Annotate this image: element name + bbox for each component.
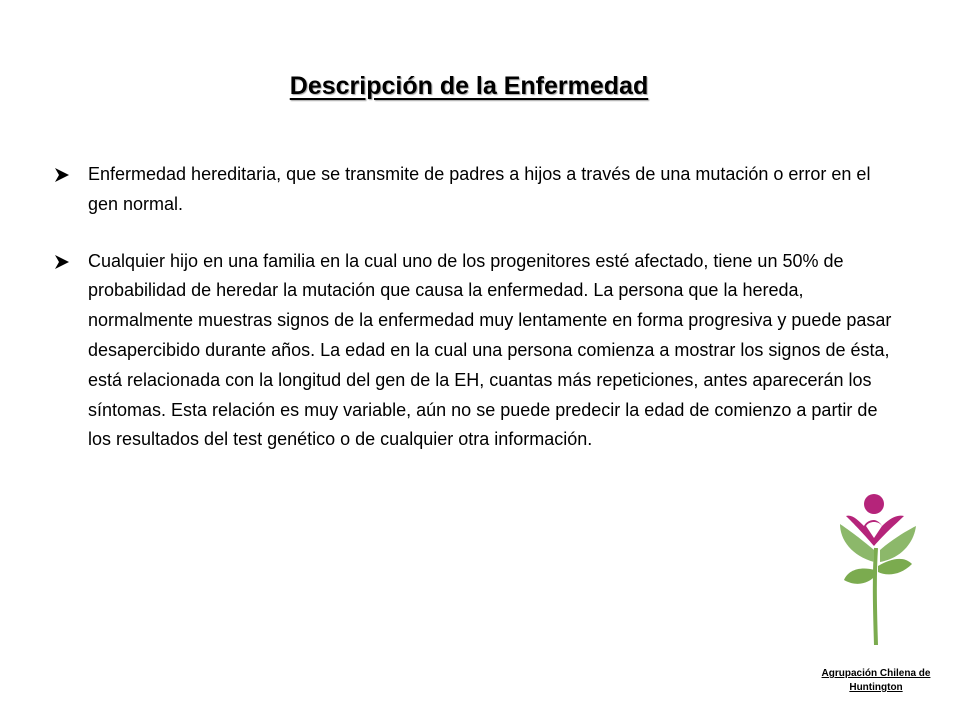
flower-person-logo <box>838 488 918 648</box>
arrowhead-bullet-icon <box>54 254 70 270</box>
organization-name-line2: Huntington <box>849 682 903 693</box>
bullet-text: Enfermedad hereditaria, que se transmite de padres a hijos a través de una mutación o error en el gen normal. <box>88 164 871 214</box>
organization-name <box>808 667 944 695</box>
bullet-item <box>54 160 902 220</box>
arrowhead-bullet-icon <box>54 167 70 183</box>
organization-name-line1: Agrupación Chilena de <box>821 668 931 679</box>
bullet-list <box>54 160 902 455</box>
bullet-text: Cualquier hijo en una familia en la cual uno de los progenitores esté afectado, tiene un 50% de probabilidad de heredar la mutación que causa la enfermedad. La persona que la hereda, normalmente muestras signos de la enfermedad muy lentamente en forma progresiva y puede pasar desapercibido durante años. La edad en la cual una persona comienza a mostrar los signos de ésta, está relacionada con la longitud del gen de la EH, cuantas más repeticiones, antes aparecerán los síntomas. Esta relación es muy variable, aún no se puede predecir la edad de comienzo a partir de los resultados del test genético o de cualquier otra información. <box>88 250 892 450</box>
bullet-item <box>54 247 902 456</box>
slide-title: Descripción de la Enfermedad <box>289 72 649 100</box>
